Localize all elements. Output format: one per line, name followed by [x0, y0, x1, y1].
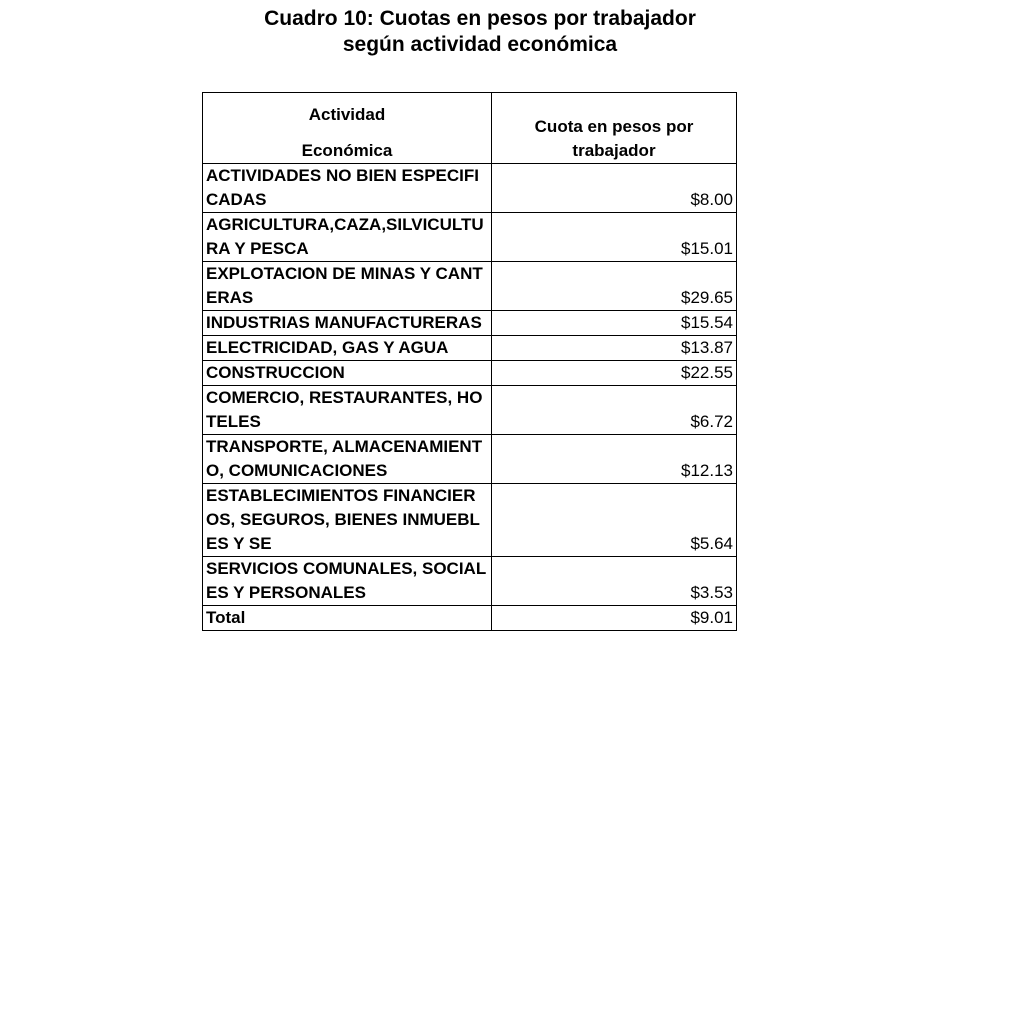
activity-cell: INDUSTRIAS MANUFACTURERAS [203, 311, 492, 336]
title-line-2: según actividad económica [342, 33, 618, 56]
header-quota: Cuota en pesos por trabajador [492, 93, 737, 164]
quota-cell: $3.53 [492, 557, 737, 606]
total-quota: $9.01 [492, 606, 737, 631]
table-row [203, 262, 737, 311]
table-row [203, 484, 737, 557]
title-line-1: Cuadro 10: Cuotas en pesos por trabajador [264, 7, 696, 30]
quota-cell: $8.00 [492, 164, 737, 213]
table-row [203, 361, 737, 386]
activity-cell: EXPLOTACION DE MINAS Y CANTERAS [203, 262, 492, 311]
activity-cell: SERVICIOS COMUNALES, SOCIALES Y PERSONALES [203, 557, 492, 606]
table-row [203, 557, 737, 606]
activity-cell: AGRICULTURA,CAZA,SILVICULTURA Y PESCA [203, 213, 492, 262]
activity-cell: CONSTRUCCION [203, 361, 492, 386]
page-title [200, 6, 760, 58]
quota-cell: $29.65 [492, 262, 737, 311]
header-activity-line1: Actividad [308, 105, 386, 124]
table-row [203, 336, 737, 361]
quota-cell: $5.64 [492, 484, 737, 557]
header-activity [203, 93, 492, 164]
table-row [203, 213, 737, 262]
quota-cell: $13.87 [492, 336, 737, 361]
activity-cell: TRANSPORTE, ALMACENAMIENTO, COMUNICACIONES [203, 435, 492, 484]
activity-cell: COMERCIO, RESTAURANTES, HOTELES [203, 386, 492, 435]
table-header-row [203, 93, 737, 164]
table-row [203, 164, 737, 213]
total-label: Total [203, 606, 492, 631]
table-row [203, 435, 737, 484]
activity-cell: ELECTRICIDAD, GAS Y AGUA [203, 336, 492, 361]
quota-cell: $15.54 [492, 311, 737, 336]
quota-cell: $15.01 [492, 213, 737, 262]
activity-cell: ESTABLECIMIENTOS FINANCIEROS, SEGUROS, BIENES INMUEBLES Y SE [203, 484, 492, 557]
quota-cell: $6.72 [492, 386, 737, 435]
table-row [203, 311, 737, 336]
quota-cell: $22.55 [492, 361, 737, 386]
header-activity-line2: Económica [301, 141, 393, 160]
activity-cell: ACTIVIDADES NO BIEN ESPECIFICADAS [203, 164, 492, 213]
total-row [203, 606, 737, 631]
cuotas-table [202, 92, 737, 631]
quota-cell: $12.13 [492, 435, 737, 484]
table-row [203, 386, 737, 435]
